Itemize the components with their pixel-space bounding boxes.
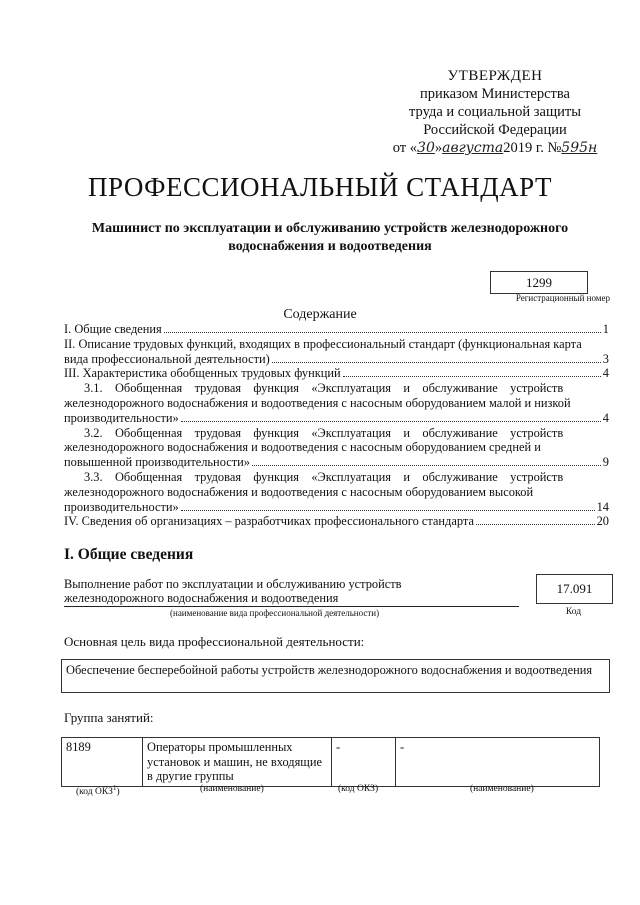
table-row bbox=[62, 738, 600, 787]
goal-box: Обеспечение бесперебойной работы устройств железнодорожного водоснабжения и водоотведения bbox=[61, 659, 610, 693]
caption-okz-code: (код ОКЗ$^1$) bbox=[76, 784, 120, 798]
registration-number-box: 1299 bbox=[490, 271, 588, 294]
okz-name-cell: Операторы промышленных установок и машин, не входящие в другие группы bbox=[143, 738, 332, 787]
toc-item[interactable]: 3.3. Обобщенная трудовая функция «Эксплуатация и обслуживание устройств железнодорожного водоснабжения и водоотведения с насосным оборудованием высокой производительности» 14 bbox=[64, 469, 609, 514]
caption-okz-code-2: (код ОКЗ) bbox=[338, 784, 379, 794]
approval-line-ministry: приказом Министерства bbox=[420, 86, 570, 102]
toc-item[interactable]: I. Общие сведения 1 bbox=[64, 322, 609, 336]
approval-block bbox=[380, 67, 610, 157]
standard-name: Машинист по эксплуатации и обслуживанию устройств железнодорожного водоснабжения и водоотведения bbox=[91, 221, 569, 254]
table-of-contents bbox=[64, 322, 609, 529]
approval-heading: УТВЕРЖДЕН bbox=[447, 68, 543, 84]
goal-label: Основная цель вида профессиональной деятельности: bbox=[64, 634, 365, 649]
approval-number: 595н bbox=[561, 140, 598, 156]
approval-month: августа bbox=[442, 140, 504, 156]
okz-code-cell: 8189 bbox=[62, 738, 143, 787]
activity-underline bbox=[64, 606, 519, 607]
caption-name: (наименование) bbox=[200, 784, 264, 794]
toc-item[interactable]: 3.1. Обобщенная трудовая функция «Эксплуатация и обслуживание устройств железнодорожного водоснабжения и водоотведения с насосным оборудованием малой и низкой производительности» 4 bbox=[64, 381, 609, 425]
approval-line-labor: труда и социальной защиты bbox=[409, 104, 581, 120]
approval-day: 30 bbox=[417, 140, 435, 156]
approval-line-federation: Российской Федерации bbox=[423, 122, 567, 138]
okz-name-cell-2: - bbox=[396, 738, 600, 787]
approval-date-line: от «30»августа2019 г. №595н bbox=[392, 140, 598, 156]
toc-item[interactable]: III. Характеристика обобщенных трудовых функций 4 bbox=[64, 366, 609, 381]
activity-caption: (наименование вида профессиональной деятельности) bbox=[170, 608, 380, 618]
section-title: I. Общие сведения bbox=[64, 546, 194, 563]
caption-name-2: (наименование) bbox=[470, 784, 534, 794]
activity-code-box: 17.091 bbox=[536, 574, 613, 604]
toc-heading: Содержание bbox=[283, 307, 357, 322]
activity-code-label: Код bbox=[565, 607, 582, 617]
activity-name: Выполнение работ по эксплуатации и обслуживанию устройств железнодорожного водоснабжения и водоотведения bbox=[64, 577, 402, 605]
registration-number-label: Регистрационный номер bbox=[515, 293, 610, 303]
okz-code-cell-2: - bbox=[332, 738, 396, 787]
approval-year: 2019 г. № bbox=[503, 140, 562, 156]
occupation-group-table bbox=[61, 737, 600, 787]
toc-item[interactable]: II. Описание трудовых функций, входящих в профессиональный стандарт (функциональная карта вида профессиональной деятельности) 3 bbox=[64, 336, 609, 366]
toc-item[interactable]: IV. Сведения об организациях – разработчиках профессионального стандарта 20 bbox=[64, 514, 609, 529]
toc-item[interactable]: 3.2. Обобщенная трудовая функция «Эксплуатация и обслуживание устройств железнодорожного водоснабжения и водоотведения с насосным оборудованием средней и повышенной производительности» 9 bbox=[64, 425, 609, 470]
group-label: Группа занятий: bbox=[64, 710, 154, 725]
document-title: ПРОФЕССИОНАЛЬНЫЙ СТАНДАРТ bbox=[87, 172, 553, 202]
